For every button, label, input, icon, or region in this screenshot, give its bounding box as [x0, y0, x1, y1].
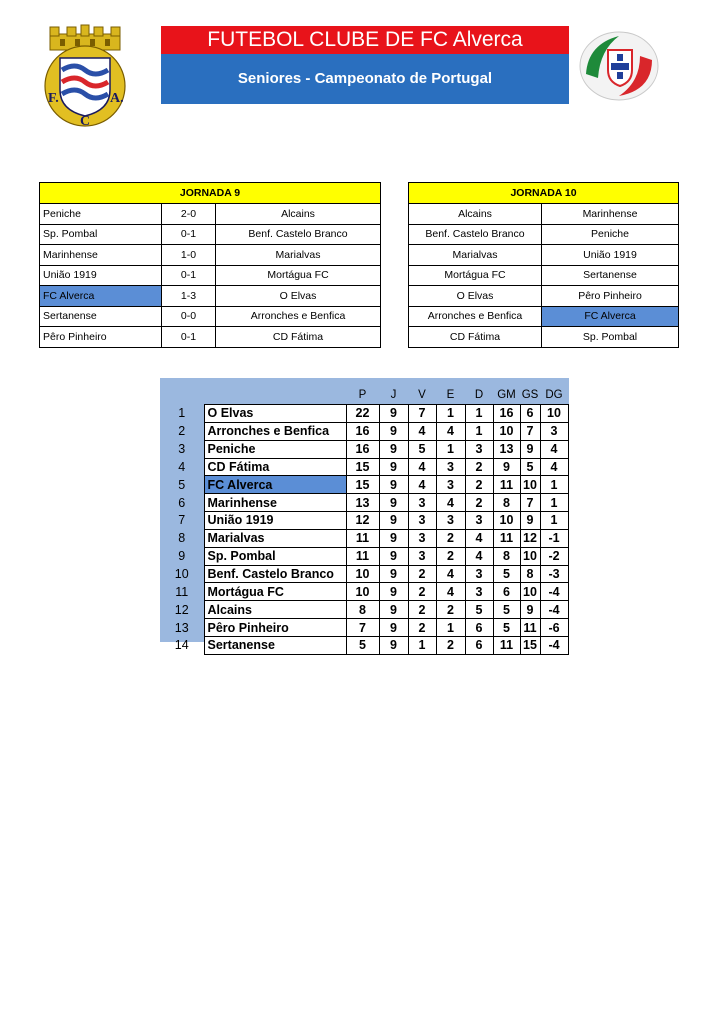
position: 11	[175, 584, 189, 599]
stat-p: 10	[346, 565, 379, 583]
home-team: Peniche	[40, 204, 162, 225]
home-team: Sp. Pombal	[40, 224, 162, 245]
stat-j: 9	[379, 636, 408, 654]
away-team: O Elvas	[216, 286, 381, 307]
jornada-10-match-row	[409, 265, 679, 286]
team-name: Marinhense	[204, 494, 346, 512]
team-name: Alcains	[204, 601, 346, 619]
team-name: Mortágua FC	[204, 583, 346, 601]
jornada-10-match-row	[409, 327, 679, 348]
jornada-9-table	[39, 182, 381, 348]
stat-d: 6	[465, 619, 493, 637]
standings-row	[160, 601, 568, 619]
stat-p: 11	[346, 547, 379, 565]
stat-gm: 5	[493, 601, 520, 619]
stat-p: 15	[346, 476, 379, 494]
stat-d: 5	[465, 601, 493, 619]
stat-dg: 10	[540, 405, 568, 423]
home-team: Alcains	[409, 204, 542, 225]
stat-gm: 9	[493, 458, 520, 476]
stat-v: 3	[408, 529, 436, 547]
quinas-shield-icon	[608, 50, 632, 86]
stat-e: 3	[436, 476, 465, 494]
header-spacer	[204, 386, 346, 405]
position: 4	[178, 459, 186, 474]
away-team: CD Fátima	[216, 327, 381, 348]
stat-p: 15	[346, 458, 379, 476]
stat-d: 3	[465, 440, 493, 458]
standings-row	[160, 458, 568, 476]
team-name: Pêro Pinheiro	[204, 619, 346, 637]
standings-row	[160, 547, 568, 565]
standings-row	[160, 440, 568, 458]
home-team: União 1919	[40, 265, 162, 286]
team-name: Arronches e Benfica	[204, 422, 346, 440]
stat-gs: 10	[520, 476, 540, 494]
stat-dg: 1	[540, 494, 568, 512]
stat-dg: 1	[540, 476, 568, 494]
stat-p: 7	[346, 619, 379, 637]
stat-j: 9	[379, 494, 408, 512]
stat-v: 2	[408, 565, 436, 583]
stat-gs: 9	[520, 440, 540, 458]
away-team: Peniche	[542, 224, 679, 245]
standings-row	[160, 636, 568, 654]
away-team: Pêro Pinheiro	[542, 286, 679, 307]
stat-gm: 5	[493, 565, 520, 583]
away-team: Marinhense	[542, 204, 679, 225]
position: 5	[178, 477, 186, 492]
stat-gm: 5	[493, 619, 520, 637]
stat-dg: 4	[540, 458, 568, 476]
stat-v: 4	[408, 476, 436, 494]
jornada-10-match-row	[409, 204, 679, 225]
stat-dg: -1	[540, 529, 568, 547]
stat-p: 13	[346, 494, 379, 512]
standings-row	[160, 494, 568, 512]
stat-p: 11	[346, 529, 379, 547]
page-title: FUTEBOL CLUBE DE FC Alverca	[161, 26, 569, 54]
position: 14	[174, 638, 189, 653]
stat-v: 1	[408, 636, 436, 654]
away-team: Alcains	[216, 204, 381, 225]
standings-row	[160, 512, 568, 530]
match-score: 0-1	[162, 265, 216, 286]
stat-gm: 13	[493, 440, 520, 458]
standings-row	[160, 583, 568, 601]
away-team: Benf. Castelo Branco	[216, 224, 381, 245]
stat-gm: 10	[493, 422, 520, 440]
jornada-9-match-row	[40, 306, 381, 327]
stat-d: 4	[465, 547, 493, 565]
home-team: O Elvas	[409, 286, 542, 307]
stat-gs: 7	[520, 422, 540, 440]
stat-gm: 10	[493, 512, 520, 530]
stat-gm: 11	[493, 529, 520, 547]
away-team: Marialvas	[216, 245, 381, 266]
stat-p: 8	[346, 601, 379, 619]
club-crest-logo	[40, 24, 130, 128]
stat-v: 3	[408, 547, 436, 565]
home-team: Pêro Pinheiro	[40, 327, 162, 348]
stat-v: 5	[408, 440, 436, 458]
column-header-v: V	[418, 389, 426, 401]
stat-j: 9	[379, 422, 408, 440]
stat-j: 9	[379, 565, 408, 583]
column-header-d: D	[474, 389, 484, 401]
position: 13	[174, 620, 189, 635]
match-score: 2-0	[162, 204, 216, 225]
team-name: FC Alverca	[204, 476, 346, 494]
match-score: 0-1	[162, 327, 216, 348]
stat-dg: 1	[540, 512, 568, 530]
stat-j: 9	[379, 458, 408, 476]
stat-gs: 15	[520, 636, 540, 654]
position: 1	[178, 406, 186, 421]
stat-gs: 9	[520, 601, 540, 619]
stat-gm: 8	[493, 494, 520, 512]
stat-e: 2	[436, 529, 465, 547]
home-team: Benf. Castelo Branco	[409, 224, 542, 245]
home-team: FC Alverca	[40, 286, 162, 307]
page-subtitle: Seniores - Campeonato de Portugal	[161, 54, 569, 104]
jornada-9-match-row	[40, 224, 381, 245]
stat-j: 9	[379, 529, 408, 547]
stat-e: 4	[436, 583, 465, 601]
stat-e: 4	[436, 494, 465, 512]
team-name: Marialvas	[204, 529, 346, 547]
match-score: 0-0	[162, 306, 216, 327]
column-header-p: P	[358, 389, 367, 401]
home-team: Sertanense	[40, 306, 162, 327]
position: 7	[178, 513, 186, 528]
away-team: Sertanense	[542, 265, 679, 286]
stat-p: 16	[346, 440, 379, 458]
jornada-10-match-row	[409, 245, 679, 266]
team-name: Sertanense	[204, 636, 346, 654]
stat-j: 9	[379, 476, 408, 494]
away-team: Arronches e Benfica	[216, 306, 381, 327]
stat-v: 7	[408, 405, 436, 423]
stat-j: 9	[379, 512, 408, 530]
stat-gs: 5	[520, 458, 540, 476]
home-team: Mortágua FC	[409, 265, 542, 286]
team-name: CD Fátima	[204, 458, 346, 476]
standings-table	[160, 386, 569, 655]
stat-gm: 11	[493, 476, 520, 494]
stat-gm: 8	[493, 547, 520, 565]
match-score: 1-3	[162, 286, 216, 307]
stat-dg: -4	[540, 601, 568, 619]
stat-e: 2	[436, 636, 465, 654]
home-team: CD Fátima	[409, 327, 542, 348]
away-team: FC Alverca	[542, 306, 679, 327]
stat-e: 1	[436, 619, 465, 637]
jornada-10-title: JORNADA 10	[409, 183, 679, 204]
federation-logo	[578, 30, 660, 102]
stat-v: 4	[408, 422, 436, 440]
stat-j: 9	[379, 583, 408, 601]
column-header-j: J	[390, 389, 397, 401]
stat-v: 2	[408, 601, 436, 619]
match-score: 1-0	[162, 245, 216, 266]
home-team: Arronches e Benfica	[409, 306, 542, 327]
team-name: Benf. Castelo Branco	[204, 565, 346, 583]
stat-e: 4	[436, 422, 465, 440]
stat-e: 1	[436, 405, 465, 423]
match-score: 0-1	[162, 224, 216, 245]
standings-row	[160, 476, 568, 494]
stat-p: 22	[346, 405, 379, 423]
stat-v: 3	[408, 494, 436, 512]
stat-dg: -3	[540, 565, 568, 583]
jornada-10-table	[408, 182, 679, 348]
header-spacer	[160, 386, 204, 405]
stat-dg: -6	[540, 619, 568, 637]
jornada-9-match-row	[40, 265, 381, 286]
crest-letter-f: F.	[48, 91, 59, 106]
team-name: Peniche	[204, 440, 346, 458]
stat-e: 3	[436, 512, 465, 530]
stat-d: 4	[465, 529, 493, 547]
stat-j: 9	[379, 547, 408, 565]
stat-gs: 11	[520, 619, 540, 637]
column-header-e: E	[446, 389, 455, 401]
team-name: Sp. Pombal	[204, 547, 346, 565]
stat-p: 12	[346, 512, 379, 530]
stat-v: 2	[408, 583, 436, 601]
position: 10	[174, 567, 189, 582]
column-header-gs: GS	[521, 389, 539, 401]
standings-row	[160, 422, 568, 440]
stat-j: 9	[379, 601, 408, 619]
stat-v: 2	[408, 619, 436, 637]
stat-gs: 8	[520, 565, 540, 583]
jornada-9-match-row	[40, 327, 381, 348]
standings-row	[160, 565, 568, 583]
stat-gm: 6	[493, 583, 520, 601]
position: 2	[178, 424, 186, 439]
away-team: União 1919	[542, 245, 679, 266]
jornada-10-match-row	[409, 286, 679, 307]
stat-e: 1	[436, 440, 465, 458]
position: 6	[178, 495, 186, 510]
stat-dg: -4	[540, 636, 568, 654]
jornada-10-match-row	[409, 306, 679, 327]
stat-gs: 10	[520, 547, 540, 565]
stat-gs: 9	[520, 512, 540, 530]
stat-p: 5	[346, 636, 379, 654]
position: 3	[178, 442, 186, 457]
stat-dg: -2	[540, 547, 568, 565]
jornada-9-title: JORNADA 9	[40, 183, 381, 204]
stat-v: 4	[408, 458, 436, 476]
jornada-10-match-row	[409, 224, 679, 245]
stat-e: 2	[436, 601, 465, 619]
stat-dg: 3	[540, 422, 568, 440]
stat-j: 9	[379, 440, 408, 458]
standings-row	[160, 529, 568, 547]
crest-letter-a: A.	[110, 91, 124, 106]
stat-dg: 4	[540, 440, 568, 458]
column-header-dg: DG	[545, 389, 563, 401]
stat-d: 3	[465, 512, 493, 530]
stat-e: 2	[436, 547, 465, 565]
stat-gs: 6	[520, 405, 540, 423]
crest-letter-c: C	[80, 114, 91, 128]
position: 12	[174, 602, 189, 617]
stat-gs: 12	[520, 529, 540, 547]
jornada-9-match-row	[40, 286, 381, 307]
column-header-gm: GM	[497, 389, 516, 401]
stat-d: 2	[465, 494, 493, 512]
position: 8	[178, 531, 186, 546]
away-team: Sp. Pombal	[542, 327, 679, 348]
stat-d: 3	[465, 583, 493, 601]
stat-d: 6	[465, 636, 493, 654]
standings-row	[160, 405, 568, 423]
stat-j: 9	[379, 619, 408, 637]
jornada-9-match-row	[40, 204, 381, 225]
stat-p: 16	[346, 422, 379, 440]
stat-gs: 10	[520, 583, 540, 601]
stat-d: 2	[465, 458, 493, 476]
home-team: Marialvas	[409, 245, 542, 266]
stat-d: 3	[465, 565, 493, 583]
position: 9	[178, 549, 186, 564]
stat-gs: 7	[520, 494, 540, 512]
stat-d: 1	[465, 422, 493, 440]
stat-p: 10	[346, 583, 379, 601]
stat-gm: 11	[493, 636, 520, 654]
standings-header-row	[160, 386, 568, 405]
stat-d: 2	[465, 476, 493, 494]
stat-v: 3	[408, 512, 436, 530]
standings-row	[160, 619, 568, 637]
stat-dg: -4	[540, 583, 568, 601]
team-name: O Elvas	[204, 405, 346, 423]
stat-j: 9	[379, 405, 408, 423]
away-team: Mortágua FC	[216, 265, 381, 286]
stat-gm: 16	[493, 405, 520, 423]
team-name: União 1919	[204, 512, 346, 530]
stat-d: 1	[465, 405, 493, 423]
stat-e: 4	[436, 565, 465, 583]
stat-e: 3	[436, 458, 465, 476]
home-team: Marinhense	[40, 245, 162, 266]
jornada-9-match-row	[40, 245, 381, 266]
